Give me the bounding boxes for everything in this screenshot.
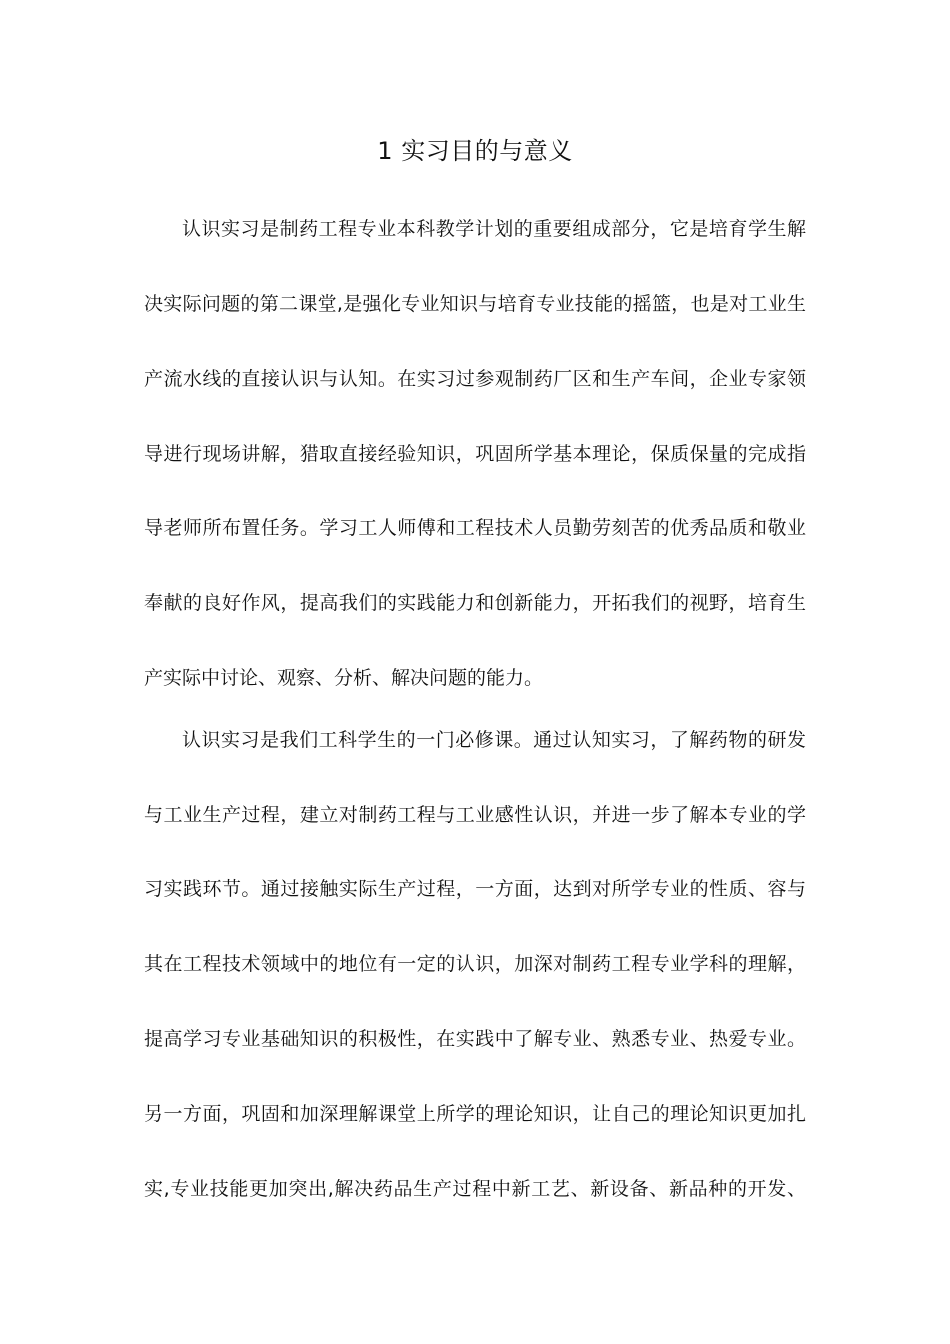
paragraph-1-line-2: 决实际问题的第二课堂,是强化专业知识与培育专业技能的摇篮，也是对工业生 — [144, 293, 806, 315]
paragraph-2-line-4: 其在工程技术领域中的地位有一定的认识，加深对制药工程专业学科的理解， — [144, 953, 806, 975]
paragraph-2-line-1: 认识实习是我们工科学生的一门必修课。通过认知实习，了解药物的研发 — [182, 729, 806, 751]
paragraph-2-line-2: 与工业生产过程，建立对制药工程与工业感性认识，并进一步了解本专业的学 — [144, 804, 806, 826]
paragraph-1-line-4: 导进行现场讲解，猎取直接经验知识，巩固所学基本理论，保质保量的完成指 — [144, 443, 806, 465]
paragraph-1-line-6: 奉献的良好作风，提高我们的实践能力和创新能力，开拓我们的视野，培育生 — [144, 592, 806, 614]
paragraph-2-line-5: 提高学习专业基础知识的积极性，在实践中了解专业、熟悉专业、热爱专业。 — [144, 1028, 806, 1050]
section-title: 1 实习目的与意义 — [377, 137, 573, 165]
paragraph-1-line-7: 产实际中讨论、观察、分析、解决问题的能力。 — [144, 667, 544, 689]
paragraph-1-line-1: 认识实习是制药工程专业本科教学计划的重要组成部分，它是培育学生解 — [182, 218, 806, 240]
paragraph-2-line-7: 实,专业技能更加突出,解决药品生产过程中新工艺、新设备、新品种的开发、 — [144, 1178, 806, 1200]
paragraph-1-line-5: 导老师所布置任务。学习工人师傅和工程技术人员勤劳刻苦的优秀品质和敬业 — [144, 517, 806, 539]
paragraph-2-line-3: 习实践环节。通过接触实际生产过程，一方面，达到对所学专业的性质、容与 — [144, 878, 806, 900]
paragraph-2-line-6: 另一方面，巩固和加深理解课堂上所学的理论知识，让自己的理论知识更加扎 — [144, 1103, 806, 1125]
paragraph-1-line-3: 产流水线的直接认识与认知。在实习过参观制药厂区和生产车间，企业专家领 — [144, 368, 806, 390]
